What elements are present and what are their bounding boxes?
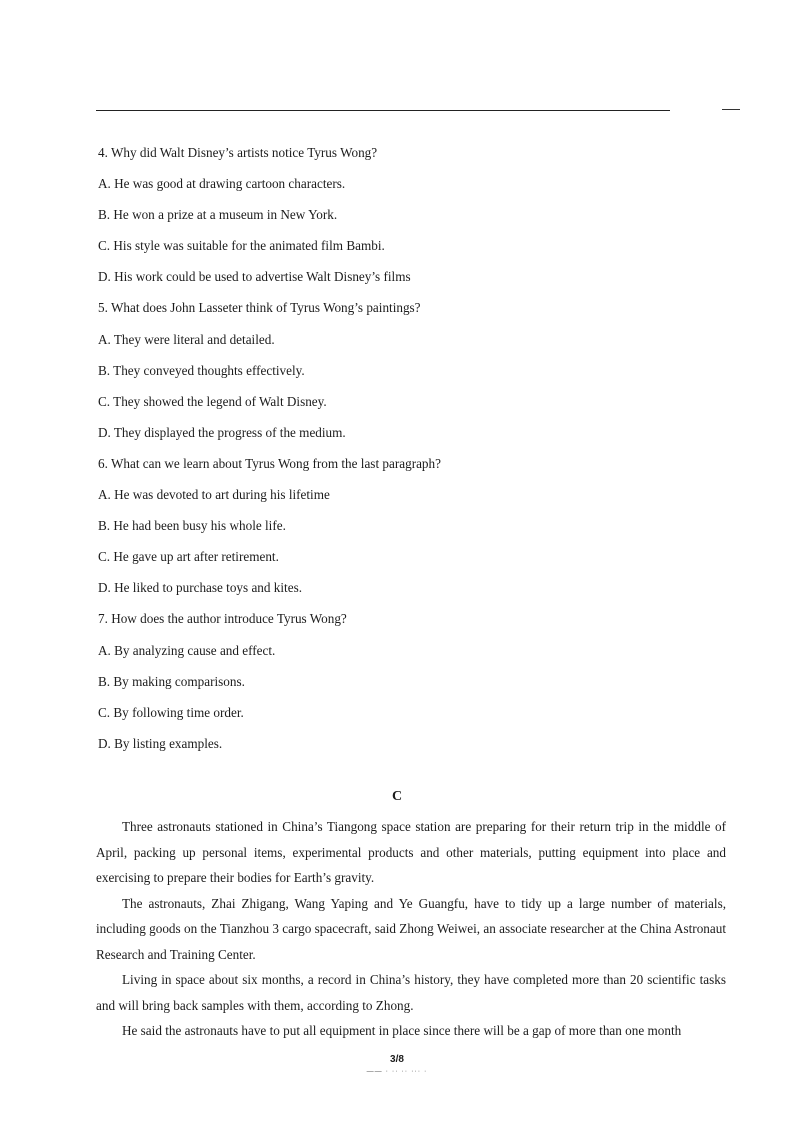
question-list xyxy=(98,145,698,767)
footer-scan-marks: —— · ·· ·· ··· · xyxy=(366,1068,428,1075)
header-dash xyxy=(722,109,740,110)
header-rule xyxy=(96,110,670,111)
option-c: C. By following time order. xyxy=(98,704,244,720)
option-d: D. By listing examples. xyxy=(98,735,223,751)
option-a: A. By analyzing cause and effect. xyxy=(98,642,276,658)
option-c: C. He gave up art after retirement. xyxy=(98,549,279,565)
passage-paragraph: He said the astronauts have to put all equipment in place since there will be a gap of more than one month xyxy=(122,1023,682,1038)
question-6 xyxy=(98,456,698,611)
passage-paragraph: Three astronauts stationed in China’s Tiangong space station are preparing for their return trip in the middle of April, packing up personal items, experimental products and other materials, putting equipment into place and exercising to prepare their bodies for Earth’s gravity. xyxy=(96,819,726,885)
question-stem: 6. What can we learn about Tyrus Wong from the last paragraph? xyxy=(98,455,441,471)
page-number: 3/8 xyxy=(390,1054,404,1065)
option-c: C. They showed the legend of Walt Disney. xyxy=(98,393,327,409)
option-d: D. His work could be used to advertise Walt Disney’s films xyxy=(98,269,411,285)
question-4 xyxy=(98,145,698,300)
option-b: B. He had been busy his whole life. xyxy=(98,518,286,534)
passage-paragraph: The astronauts, Zhai Zhigang, Wang Yaping and Ye Guangfu, have to tidy up a large number of materials, including goods on the Tianzhou 3 cargo spacecraft, said Zhong Weiwei, an associate researcher at the China Astronaut Research and Training Center. xyxy=(96,895,726,962)
option-b: B. By making comparisons. xyxy=(98,673,245,689)
option-a: A. They were literal and detailed. xyxy=(98,331,275,347)
option-d: D. They displayed the progress of the medium. xyxy=(98,424,346,440)
question-5 xyxy=(98,300,698,455)
passage-paragraph: Living in space about six months, a record in China’s history, they have completed more than 20 scientific tasks and will bring back samples with them, according to Zhong. xyxy=(96,972,726,1013)
passage-c xyxy=(96,814,726,1044)
question-stem: 7. How does the author introduce Tyrus Wong? xyxy=(98,611,347,627)
option-b: B. They conveyed thoughts effectively. xyxy=(98,362,305,378)
section-heading: C xyxy=(391,789,403,804)
question-7 xyxy=(98,611,698,766)
question-stem: 5. What does John Lasseter think of Tyrus Wong’s paintings? xyxy=(98,300,421,316)
option-b: B. He won a prize at a museum in New York. xyxy=(98,207,338,223)
option-d: D. He liked to purchase toys and kites. xyxy=(98,580,302,596)
option-c: C. His style was suitable for the animated film Bambi. xyxy=(98,238,385,254)
question-stem: 4. Why did Walt Disney’s artists notice Tyrus Wong? xyxy=(98,145,378,160)
option-a: A. He was devoted to art during his lifetime xyxy=(98,487,330,503)
option-a: A. He was good at drawing cartoon characters. xyxy=(98,176,346,192)
